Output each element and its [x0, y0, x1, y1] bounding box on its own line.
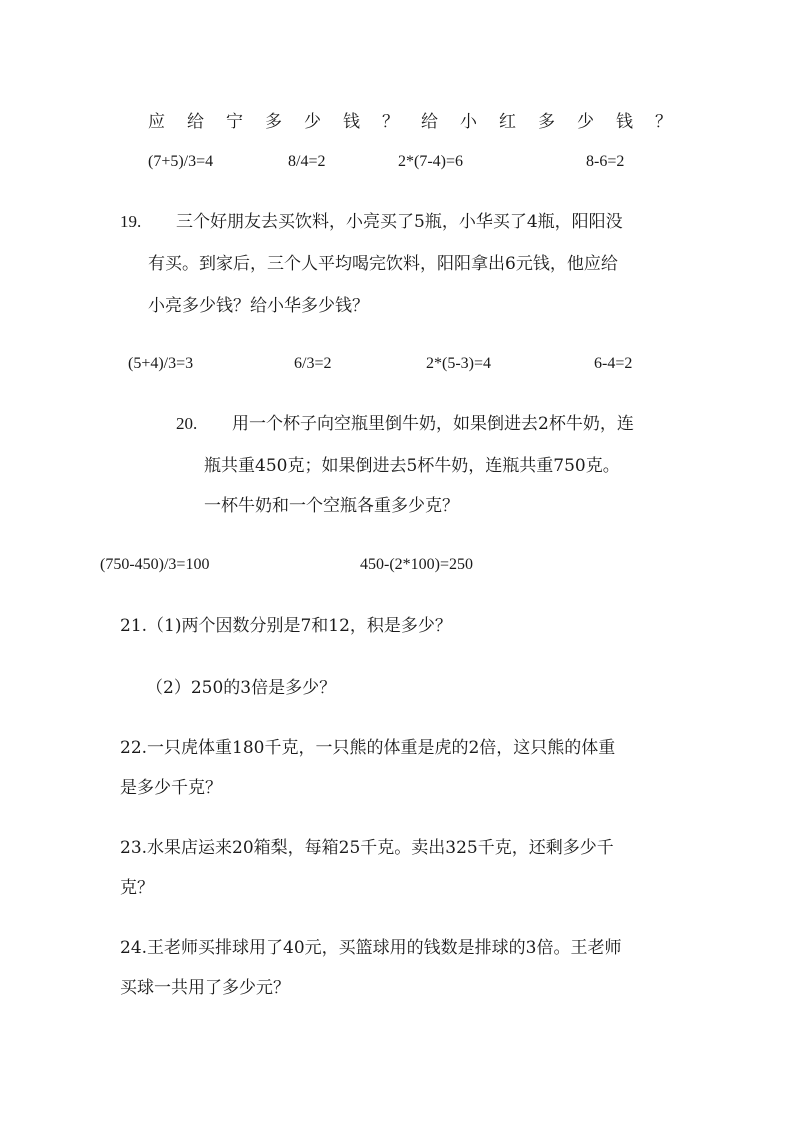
- answer-equation: (7+5)/3=4: [148, 153, 214, 170]
- question-text: 瓶共重450克；如果倒进去5杯牛奶，连瓶共重750克。: [204, 456, 620, 476]
- question-text: 有买。到家后，三个人平均喝完饮料，阳阳拿出6元钱，他应给: [148, 254, 618, 274]
- question-text: 克？: [120, 878, 154, 898]
- answer-equation: 450-(2*100)=250: [360, 556, 474, 573]
- question-text: 小亮多少钱？给小华多少钱？: [148, 296, 369, 316]
- question-text: 用一个杯子向空瓶里倒牛奶，如果倒进去2杯牛奶，连: [232, 414, 634, 434]
- question-text: 是多少千克？: [120, 778, 222, 798]
- question-continuation: 应给宁多少钱？给小红多少钱？: [148, 112, 694, 132]
- answer-equation: (5+4)/3=3: [128, 355, 194, 372]
- question-text: 24.王老师买排球用了40元，买篮球用的钱数是排球的3倍。王老师: [120, 938, 622, 958]
- answer-equation: 8/4=2: [288, 153, 326, 170]
- question-text: 23.水果店运来20箱梨，每箱25千克。卖出325千克，还剩多少千: [120, 838, 614, 858]
- answer-equation: (750-450)/3=100: [100, 556, 210, 573]
- question-text: 22.一只虎体重180千克，一只熊的体重是虎的2倍，这只熊的体重: [120, 738, 616, 758]
- answer-equation: 6-4=2: [594, 355, 633, 372]
- answer-equation: 2*(5-3)=4: [426, 355, 492, 372]
- question-text: 买球一共用了多少元？: [120, 978, 290, 998]
- question-text: （2）250的3倍是多少？: [146, 678, 337, 698]
- answer-equation: 8-6=2: [586, 153, 625, 170]
- answer-equation: 6/3=2: [294, 355, 332, 372]
- question-number: 19.: [120, 212, 142, 231]
- answer-equation: 2*(7-4)=6: [398, 153, 464, 170]
- question-number: 20.: [176, 414, 198, 433]
- question-text: 21.（1)两个因数分别是7和12，积是多少？: [120, 616, 452, 636]
- question-text: 三个好朋友去买饮料，小亮买了5瓶，小华买了4瓶，阳阳没: [176, 212, 623, 232]
- question-text: 一杯牛奶和一个空瓶各重多少克？: [204, 496, 459, 516]
